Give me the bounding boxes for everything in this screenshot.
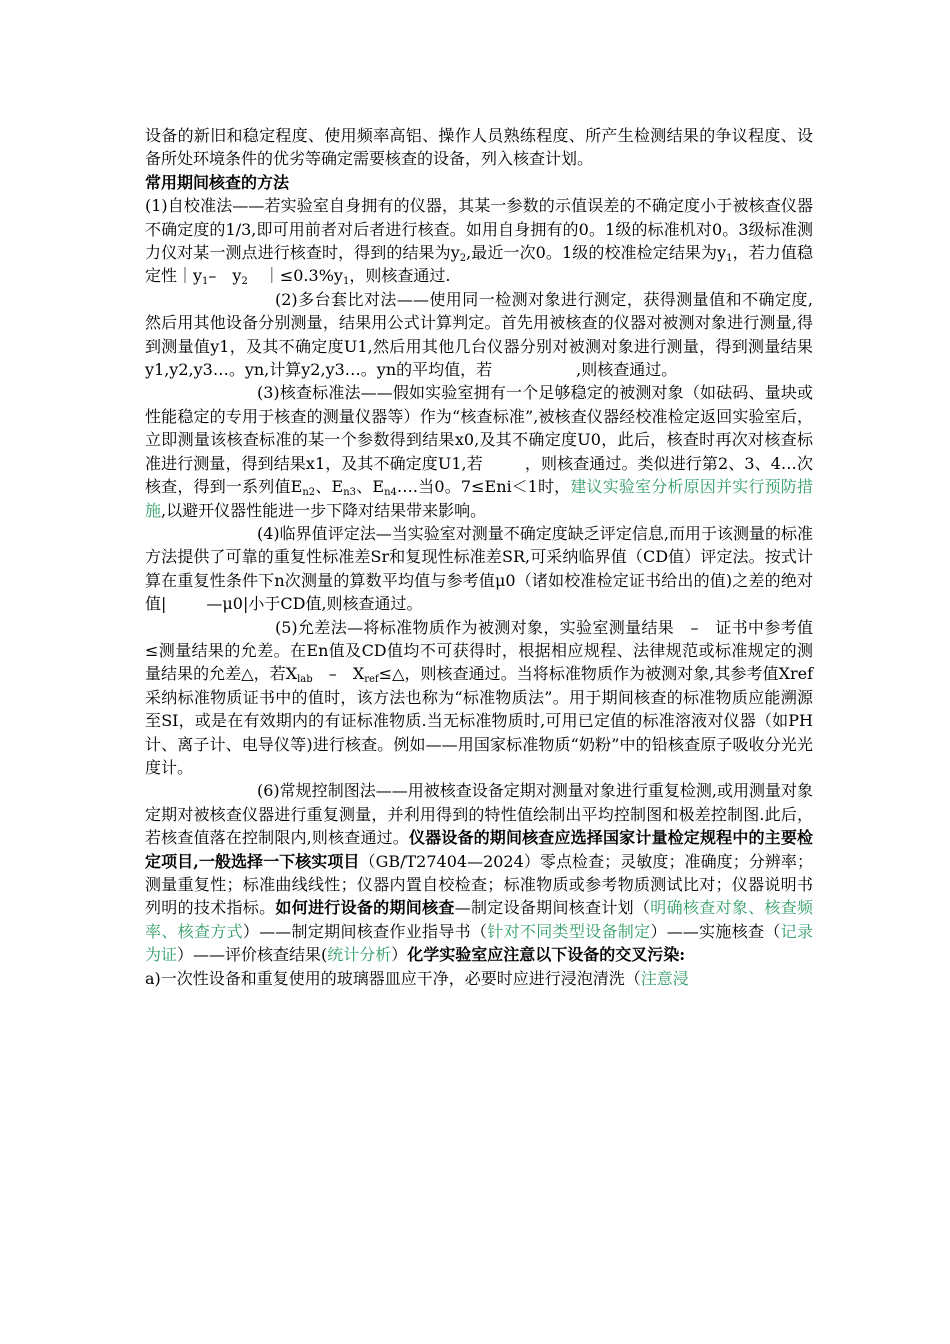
method-2-comparison: (2)多台套比对法——使用同一检测对象进行测定，获得测量值和不确定度,然后用其他设备分别测量，结果用公式计算判定。首先用被核查的仪器对被测对象进行测量,得到测量值y1，及其不确定度U1,然后用其他几台仪器分别对被测对象进行测量，得到测量结果y1,y2,y3…。yn,计算y2,y3…。yn的平均值，若 ,则核查通过。 — [145, 289, 813, 380]
highlight-phrase: 针对不同类型设备制定 — [487, 921, 651, 941]
method-3-check-standard: (3)核查标准法——假如实验室拥有一个足够稳定的被测对象（如砝码、量块或性能稳定的专用于核查的测量仪器等）作为“核查标准”,被核查仪器经校准检定返回实验室后，立即测量该核查标准的某一个参数得到结果x0,及其不确定度U0，此后，核查时再次对核查标准进行测量，得到结果x1，及其不确定度U1,若 ，则核查通过。类似进行第2、3、4…次核查，得到一系列值$E_{n2}$、$E_{n3}$、$E_{n4}\dots$.当0。7≤Eni＜1时，建议实验室分析原因并实行预防措施,以避开仪器性能进一步下降对结果带来影响。 — [145, 383, 813, 520]
highlight-phrase: 统计分析 — [327, 945, 392, 965]
method-5-tolerance: (5)允差法—将标准物质作为被测对象，实验室测量结果 – 证书中参考值≤测量结果的允差。在En值及CD值均不可获得时，根据相应规程、法律规范或标准规定的测量结果的允差△，若$X_{lab}$ – $X_{ref}\le\triangle$，则核查通过。当将标准物质作为被测对象,其参考值Xref采纳标准物质证书中的值时，该方法也称为“标准物质法”。用于期间核查的标准物质应能溯源至SI，或是在有效期内的有证标准物质.当无标准物质时,可用已定值的标准溶液对仪器（如PH计、离子计、电导仪等)进行核查。例如——用国家标准物质“奶粉”中的铅核查原子吸收分光光度计。 — [145, 617, 813, 777]
method-4-critical-value: (4)临界值评定法—当实验室对测量不确定度缺乏评定信息,而用于该测量的标准方法提供了可靠的重复性标准差Sr和复现性标准差SR,可采纳临界值（CD值）评定法。按式计算在重复性条件下n次测量的算数平均值与参考值μ0（诸如校准检定证书给出的值)之差的绝对值| —μ0|小于CD值,则核查通过。 — [145, 523, 813, 614]
list-item-a: a)一次性设备和重复使用的玻璃器皿应干净，必要时应进行浸泡清洗（注意浸 — [145, 968, 689, 988]
highlight-phrase: 注意浸 — [640, 968, 689, 988]
highlight-phrase: 记录为证 — [145, 921, 813, 965]
intro-paragraph: 设备的新旧和稳定程度、使用频率高铝、操作人员熟练程度、所产生检测结果的争议程度、设备所处环境条件的优劣等确定需要核查的设备，列入核查计划。 — [145, 126, 813, 169]
highlight-phrase: 明确核查对象、核查频率、核查方式 — [145, 898, 813, 941]
section-heading-methods: 常用期间核查的方法 — [145, 172, 290, 192]
highlight-recommendation: 建议实验室分析原因并实行预防措施 — [145, 477, 813, 520]
bold-phrase: 仪器设备的期间核查应选择国家计量检定规程中的主要检定项目,一般选择一下核实项目 — [145, 828, 813, 871]
bold-phrase: 化学实验室应注意以下设备的交叉污染: — [407, 945, 686, 965]
bold-phrase: 如何进行设备的期间核查 — [275, 898, 455, 918]
method-1-self-calibration: (1)自校准法——若实验室自身拥有的仪器，其某一参数的示值误差的不确定度小于被核查仪器不确定度的1/3,即可用前者对后者进行核查。如用自身拥有的0。1级的标准机对0。3级标准测力仪对某一测点进行核查时，得到的结果为$y_2$,最近一次0。1级的校准检定结果为$y_1$，若力值稳定性$|y_1-$ $y_2$ $|\le 0.3\%y_1$，则核查通过. — [145, 196, 813, 288]
document-body — [145, 124, 813, 990]
method-6-control-chart: (6)常规控制图法——用被核查设备定期对测量对象进行重复检测,或用测量对象定期对被核查仪器进行重复测量，并利用得到的特性值绘制出平均控制图和极差控制图.此后，若核查值落在控制限内,则核查通过。仪器设备的期间核查应选择国家计量检定规程中的主要检定项目,一般选择一下核实项目（GB/T27404—2024）零点检查；灵敏度；准确度；分辨率；测量重复性；标准曲线线性；仪器内置自校检查；标准物质或参考物质测试比对；仪器说明书列明的技术指标。如何进行设备的期间核查—制定设备期间核查计划（明确核查对象、核查频率、核查方式）——制定期间核查作业指导书（针对不同类型设备制定）——实施核查（记录为证）——评价核查结果(统计分析）化学实验室应注意以下设备的交叉污染: — [145, 781, 813, 965]
